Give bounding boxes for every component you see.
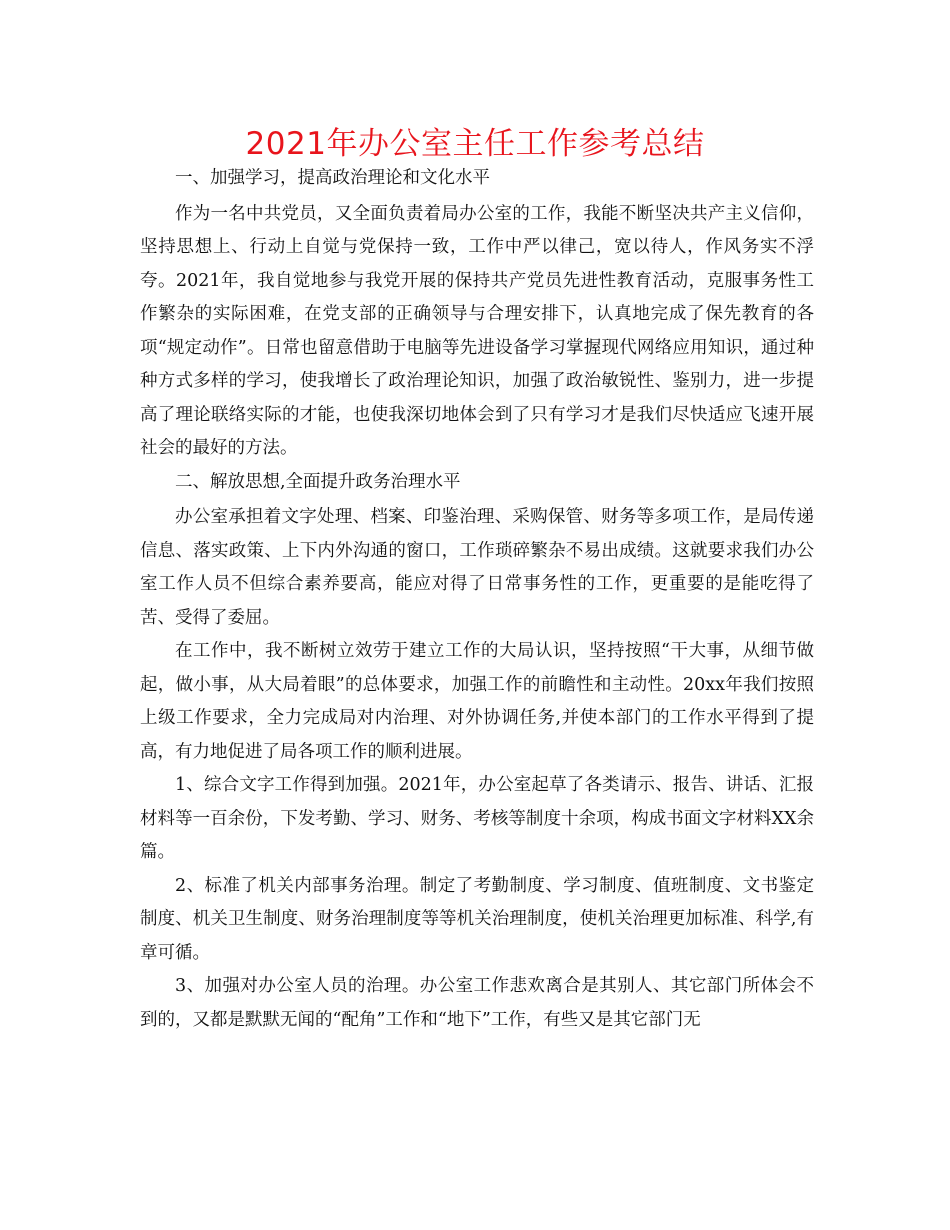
paragraph-1: 作为一名中共党员，又全面负责着局办公室的工作，我能不断坚决共产主义信仰，坚持思想上、行动上自觉与党保持一致，工作中严以律己，宽以待人，作风务实不浮夸。2021年，我自觉地参与我党开展的保持共产党员先进性教育活动，克服事务性工作繁杂的实际困难，在党支部的正确领导与合理安排下，认真地完成了保先教育的各项“规定动作”。日常也留意借助于电脑等先进设备学习掌握现代网络应用知识，通过种种方式多样的学习，使我增长了政治理论知识，加强了政治敏锐性、鉴别力，进一步提高了理论联络实际的才能，也使我深切地体会到了只有学习才是我们尽快适应飞速开展社会的最好的方法。 — [140, 203, 814, 458]
document-title: 2021年办公室主任工作参考总结 — [245, 126, 705, 162]
list-item-2: 2、标准了机关内部事务治理。制定了考勤制度、学习制度、值班制度、文书鉴定制度、机关卫生制度、财务治理制度等等机关治理制度，使机关治理更加标准、科学,有章可循。 — [140, 875, 814, 963]
list-item-1: 1、综合文字工作得到加强。2021年，办公室起草了各类请示、报告、讲话、汇报材料等一百余份，下发考勤、学习、财务、考核等制度十余项，构成书面文字材料XX余篇。 — [140, 775, 814, 862]
list-item-3: 3、加强对办公室人员的治理。办公室工作悲欢离合是其别人、其它部门所体会不到的，又都是默默无闻的“配角”工作和“地下”工作，有些又是其它部门无 — [140, 976, 814, 1030]
paragraph-2: 办公室承担着文字处理、档案、印鉴治理、采购保管、财务等多项工作，是局传递信息、落实政策、上下内外沟通的窗口，工作琐碎繁杂不易出成绩。这就要求我们办公室工作人员不但综合素养要高，能应对得了日常事务性的工作，更重要的是能吃得了苦、受得了委屈。 — [140, 507, 814, 628]
paragraph-3: 在工作中，我不断树立效劳于建立工作的大局认识，坚持按照“干大事，从细节做起，做小事，从大局着眼”的总体要求，加强工作的前瞻性和主动性。20xx年我们按照上级工作要求，全力完成局对内治理、对外协调任务,并使本部门的工作水平得到了提高，有力地促进了局各项工作的顺利进展。 — [140, 641, 814, 762]
document-body — [140, 162, 814, 1037]
section-heading-1: 一、加强学习，提高政治理论和文化水平 — [175, 168, 490, 188]
section-heading-2: 二、解放思想,全面提升政务治理水平 — [175, 471, 461, 492]
